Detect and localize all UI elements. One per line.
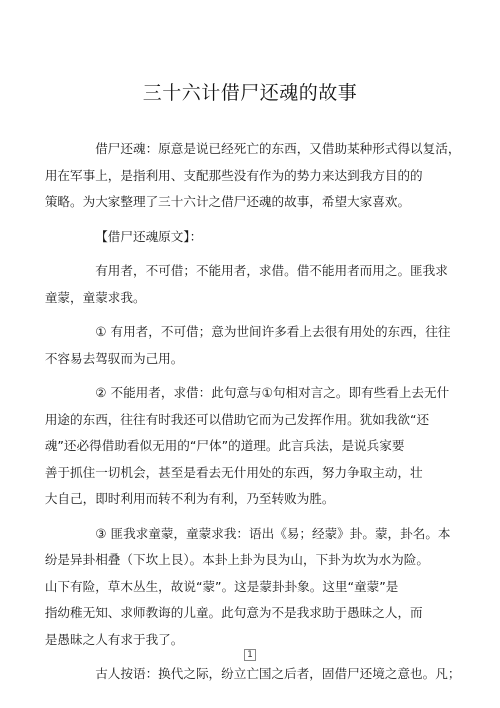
paragraph-line: 是愚昧之人有求于我了。 <box>44 631 184 647</box>
document-title: 三十六计借尸还魂的故事 <box>142 82 358 104</box>
page-number-value: 1 <box>244 649 256 661</box>
paragraph-line: 有用者，不可借；不能用者，求借。借不能用者而用之。匪我求 <box>95 263 448 278</box>
paragraph-line: 古人按语：换代之际，纷立亡国之后者，固借尸还境之意也。凡； <box>95 666 461 681</box>
paragraph <box>44 380 450 513</box>
paragraph <box>70 661 461 688</box>
page-number <box>0 650 500 660</box>
paragraph-line: ② 不能用者，求借：此句意与①句相对言之。即有些看上去无什 <box>95 385 450 400</box>
paragraph <box>44 319 451 372</box>
paragraph-line: 不容易去驾驭而为己用。 <box>44 350 184 366</box>
paragraph-line: 童蒙，童蒙求我。 <box>44 289 146 305</box>
paragraph-line: 魂”还必得借助看似无用的“尸体”的道理。此言兵法，是说兵家要 <box>44 438 405 453</box>
paragraph <box>44 136 461 216</box>
document-body <box>44 136 461 696</box>
paragraph-line: 用途的东西，往往有时我还可以借助它而为己发挥作用。犹如我欲“还 <box>44 411 430 427</box>
paragraph-line: 山下有险，草木丛生，故说“蒙”。这是蒙卦卦象。这里“童蒙”是 <box>44 578 399 594</box>
paragraph-line: 借尸还魂：原意是说已经死亡的东西，又借助某种形式得以复活， <box>95 141 461 156</box>
paragraph <box>70 224 420 251</box>
paragraph-line: 大自己，即时利用而转不利为有利，乃至转败为胜。 <box>44 491 335 506</box>
paragraph-line: 用在军事上，是指利用、支配那些没有作为的势力来达到我方目的的 <box>44 167 423 183</box>
paragraph <box>44 258 448 311</box>
paragraph <box>44 521 451 654</box>
paragraph-line: ③ 匪我求童蒙，童蒙求我：语出《易；经蒙》卦。蒙，卦名。本 <box>95 525 451 541</box>
paragraph-line: 纷是异卦相叠（下坎上艮）。本卦上卦为艮为山，下卦为坎为水为险。 <box>44 552 429 567</box>
paragraph-line: 【借尸还魂原文】： <box>95 228 203 244</box>
paragraph-line: 指幼稚无知、求师教诲的儿童。此句意为不是我求助于愚昧之人，而 <box>44 605 423 620</box>
paragraph-line: 善于抓住一切机会，甚至是看去无什用处的东西，努力争取主动，壮 <box>44 464 423 480</box>
paragraph-line: ① 有用者，不可借；意为世间许多看上去很有用处的东西，往往 <box>95 324 451 339</box>
paragraph-line: 策略。为大家整理了三十六计之借尸还魂的故事，希望大家喜欢。 <box>44 194 411 209</box>
